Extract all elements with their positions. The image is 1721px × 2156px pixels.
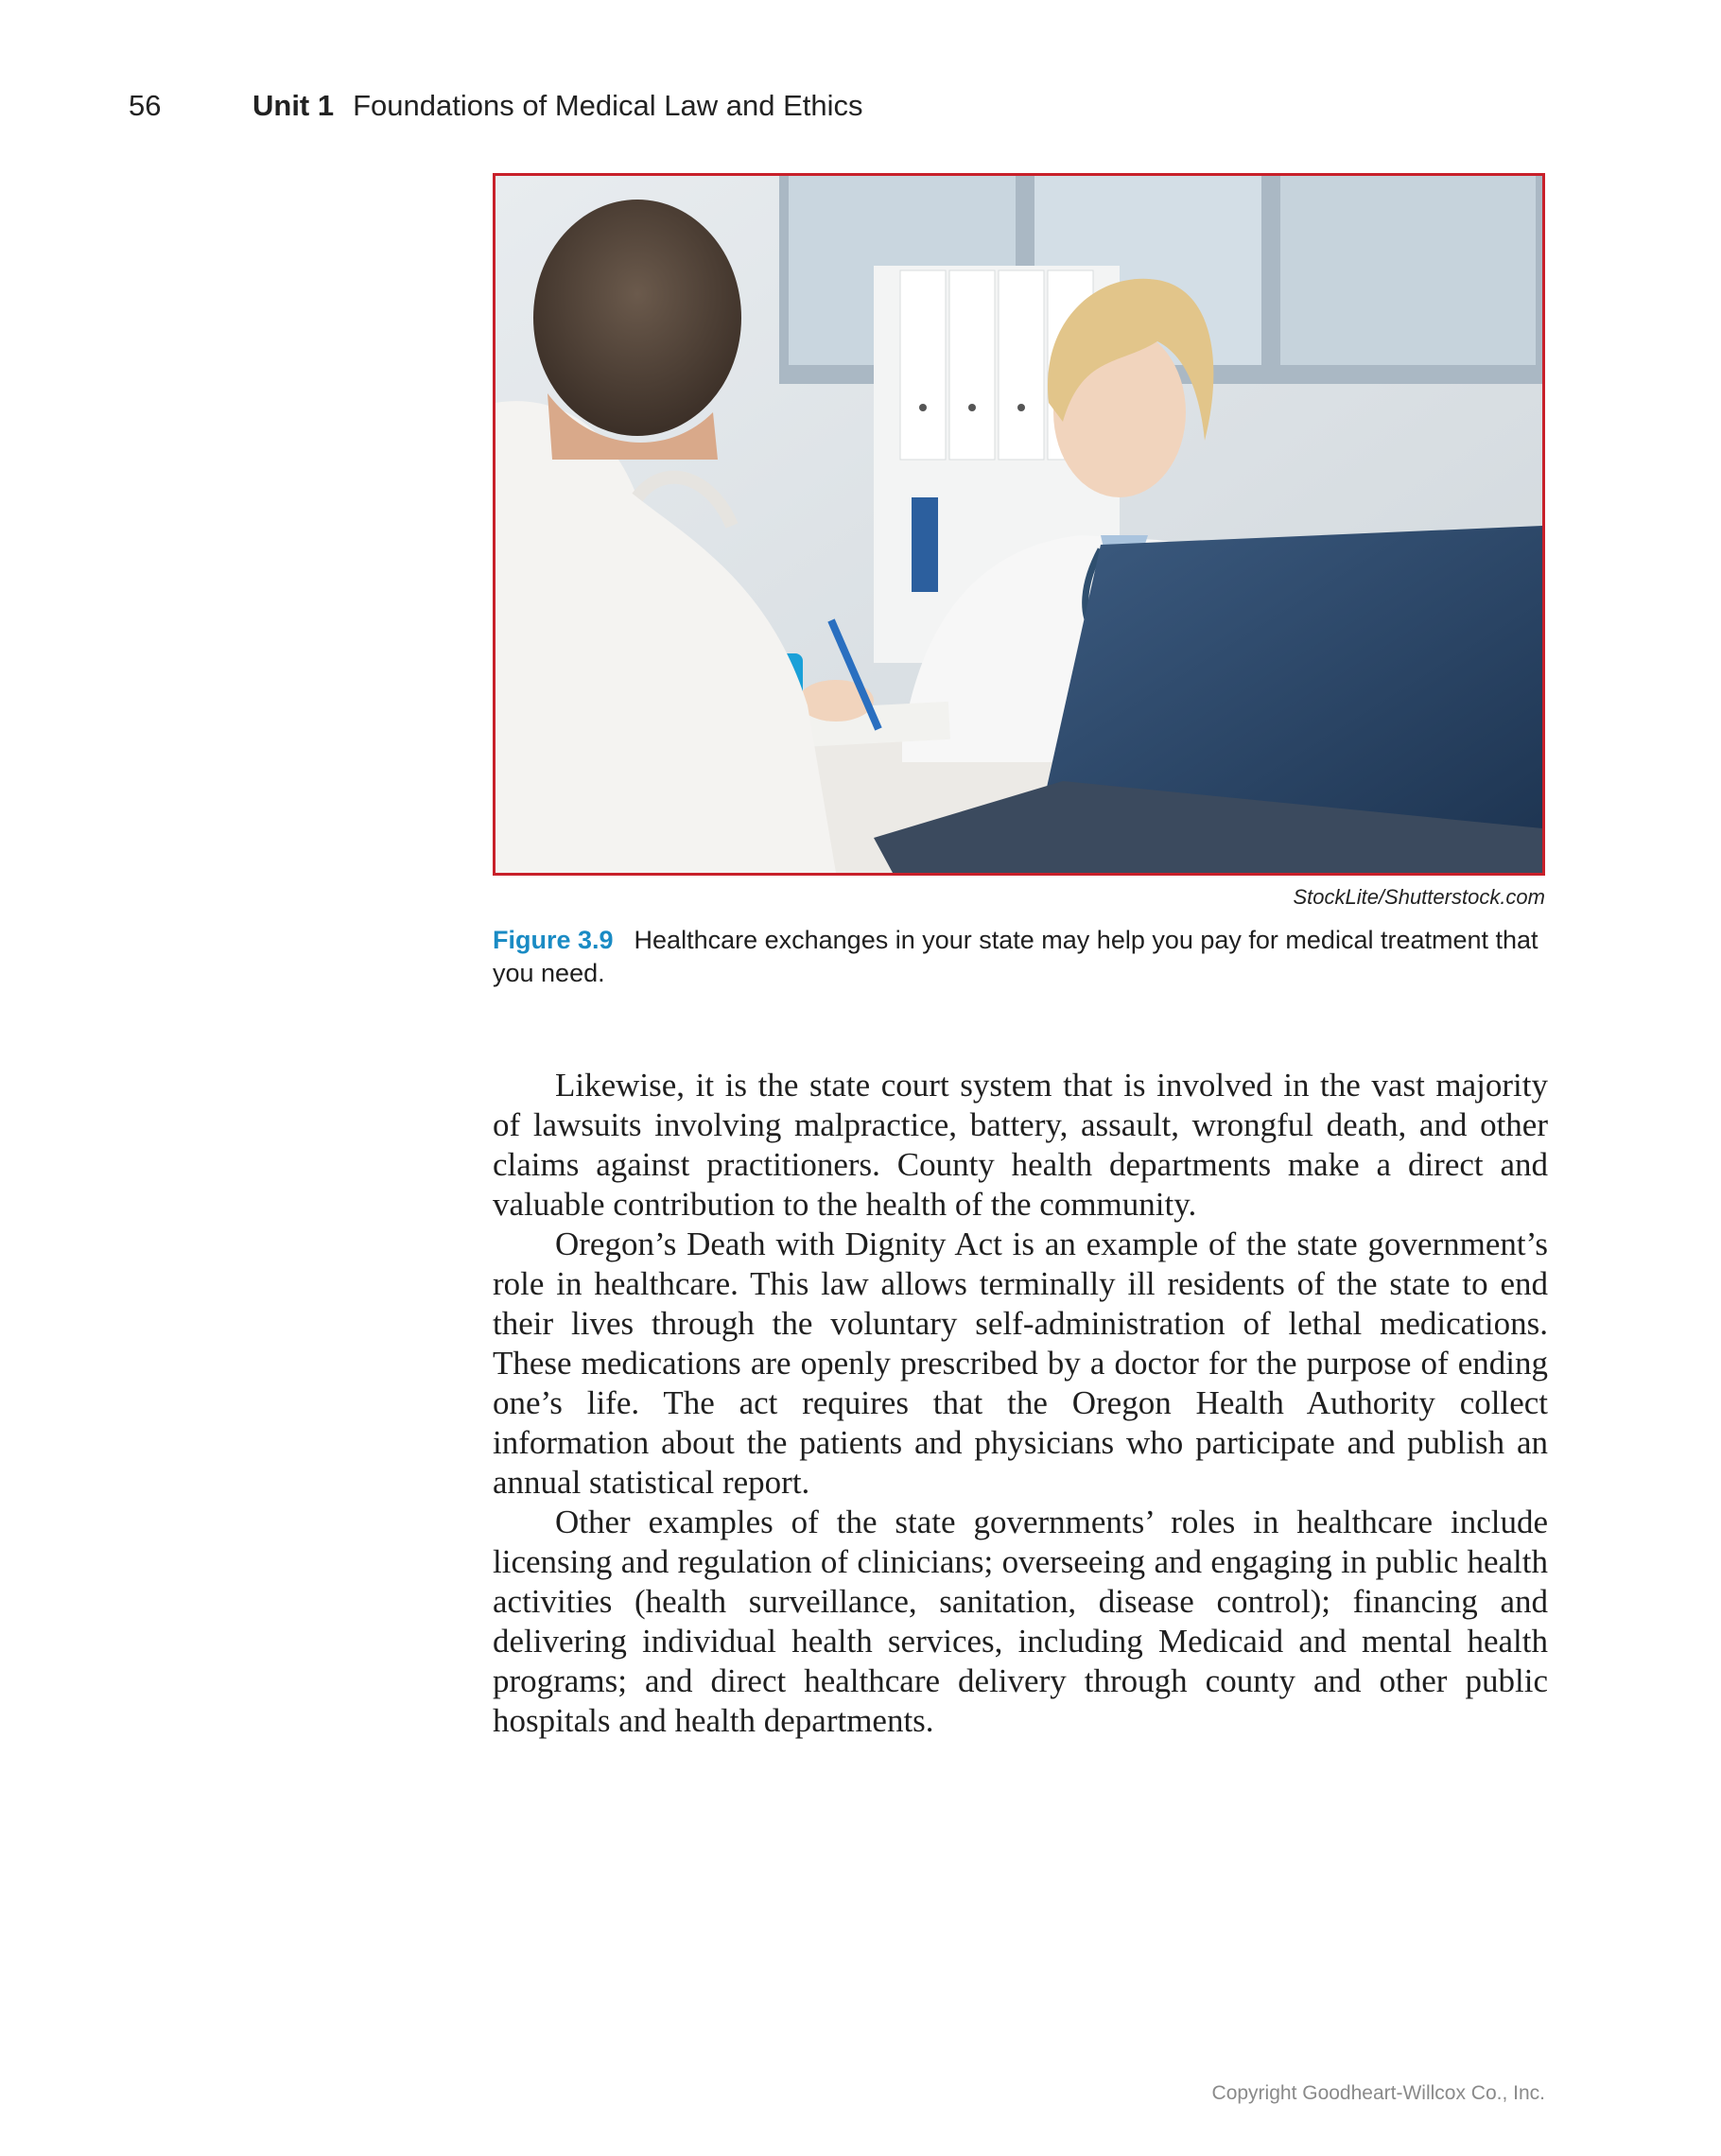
paragraph: Likewise, it is the state court system that is involved in the vast majority of lawsuits involving malpractice, battery, assault, wrongful death, and other claims against practitioners. County health departments make a direct and valuable contribution to the health of the community. (493, 1067, 1548, 1223)
figure-caption-text: Healthcare exchanges in your state may help you pay for medical treatment that you need. (493, 926, 1538, 987)
doctor-patient-consultation-image (495, 176, 1542, 873)
figure-label: Figure 3.9 (493, 926, 614, 954)
running-header (129, 89, 863, 123)
unit-label: Unit 1 (252, 89, 335, 122)
page-number: 56 (129, 89, 162, 122)
body-text (493, 1066, 1548, 1741)
photo-credit: StockLite/Shutterstock.com (1293, 885, 1545, 909)
unit-title: Foundations of Medical Law and Ethics (353, 89, 863, 122)
figure-photo (493, 173, 1545, 876)
paragraph: Other examples of the state governments’ roles in healthcare include licensing and regulation of clinicians; overseeing and engaging in public health activities (health surveillance, sanitation, disease control); financing and delivering individual health services, including Medicaid and mental health programs; and direct healthcare delivery through county and other public hospitals and health departments. (493, 1504, 1548, 1739)
copyright-notice: Copyright Goodheart-Willcox Co., Inc. (1211, 2082, 1545, 2104)
figure-caption (493, 924, 1545, 990)
paragraph: Oregon’s Death with Dignity Act is an example of the state government’s role in healthcare. This law allows terminally ill residents of the state to end their lives through the voluntary self-administration of lethal medications. These medications are openly prescribed by a doctor for the purpose of ending one’s life. The act requires that the Oregon Health Authority collect information about the patients and physicians who participate and publish an annual statistical report. (493, 1226, 1548, 1501)
